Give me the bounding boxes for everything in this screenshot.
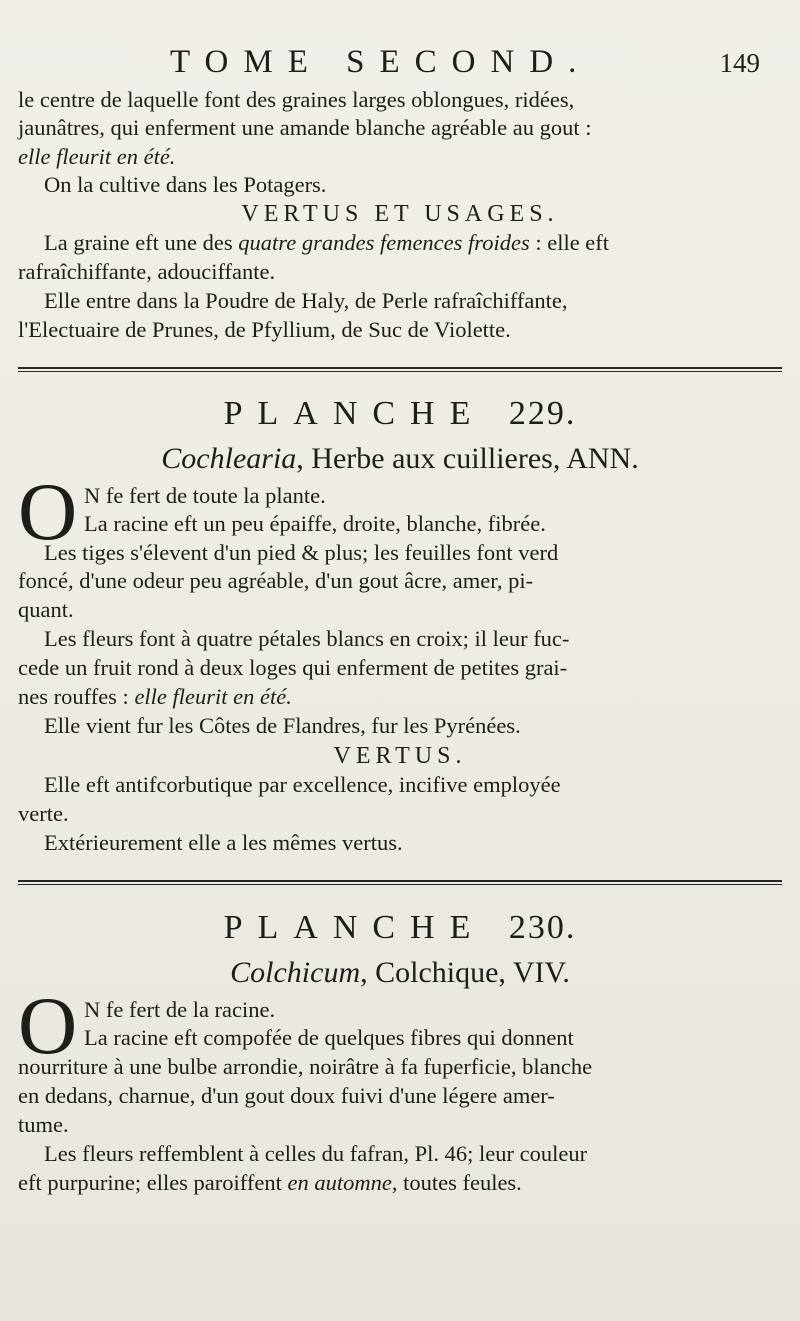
page-number: 149: [719, 48, 760, 78]
text-line: Extérieurement elle a les mêmes vertus.: [44, 830, 403, 855]
text-line: On la cultive dans les Potagers.: [44, 172, 327, 197]
text-line: Elle entre dans la Poudre de Haly, de Perle rafraîchiffante,: [44, 288, 568, 313]
text-line: Elle eft antifcorbutique par excellence, incifive employée: [44, 772, 561, 797]
text-line: cede un fruit rond à deux loges qui enferment de petites grai-: [18, 655, 568, 680]
text-line: eft purpurine; elles paroiffent en automne, toutes feules.: [18, 1170, 522, 1195]
section-divider: [18, 367, 782, 372]
text-line: le centre de laquelle font des graines larges oblongues, ridées,: [18, 87, 575, 112]
text-line: jaunâtres, qui enferment une amande blanche agréable au gout :: [18, 115, 592, 140]
running-title: TOME SECOND.: [170, 44, 592, 80]
text-line: nourriture à une bulbe arrondie, noirâtre à fa fuperficie, blanche: [18, 1054, 593, 1079]
text-line: N fe fert de la racine.: [84, 997, 276, 1022]
planche-title: PLANCHE 230.: [223, 909, 577, 946]
text-line: l'Electuaire de Prunes, de Pfyllium, de Suc de Violette.: [18, 317, 511, 342]
text-line: [18, 143, 175, 171]
text-line: Les tiges s'élevent d'un pied & plus; les feuilles font verd: [44, 540, 559, 565]
text-line: N fe fert de toute la plante.: [84, 483, 326, 508]
section-divider: [18, 880, 782, 885]
text-line: Les fleurs font à quatre pétales blancs en croix; il leur fuc-: [44, 626, 570, 651]
italic-text: elle fleurit en été.: [18, 144, 176, 169]
running-header: [170, 44, 780, 84]
italic-text: quatre grandes femences froides: [238, 230, 530, 255]
text-line: Les fleurs reffemblent à celles du fafran, Pl. 46; leur couleur: [44, 1141, 588, 1166]
text-line: en dedans, charnue, d'un gout doux fuivi d'une légere amer-: [18, 1083, 555, 1108]
planche-subtitle: Colchicum, Colchique, VIV.: [230, 956, 570, 989]
text-line: nes rouffes : elle fleurit en été.: [18, 684, 292, 709]
text-line: quant.: [18, 597, 74, 622]
planche-subtitle: Cochlearia, Herbe aux cuillieres, ANN.: [161, 442, 639, 475]
section-heading-vertus-usages: VERTUS ET USAGES.: [241, 201, 559, 227]
section-heading-vertus: VERTUS.: [333, 743, 467, 769]
drop-cap: O: [18, 466, 78, 557]
text-line: La racine eft un peu épaiffe, droite, blanche, fibrée.: [84, 511, 546, 536]
planche-title: PLANCHE 229.: [223, 395, 577, 432]
text-line: La racine eft compofée de quelques fibres qui donnent: [84, 1025, 574, 1050]
drop-cap: O: [18, 980, 78, 1071]
text-line: Elle vient fur les Côtes de Flandres, fur les Pyrénées.: [44, 713, 521, 738]
italic-text: elle fleurit en été.: [134, 684, 292, 709]
text-line: rafraîchiffante, adouciffante.: [18, 259, 276, 284]
text-line: tume.: [18, 1112, 69, 1137]
text-line: foncé, d'une odeur peu agréable, d'un gout âcre, amer, pi-: [18, 568, 534, 593]
text-line: La graine eft une des quatre grandes femences froides : elle eft: [44, 230, 610, 255]
text-line: verte.: [18, 801, 69, 826]
italic-text: en automne: [287, 1170, 392, 1195]
